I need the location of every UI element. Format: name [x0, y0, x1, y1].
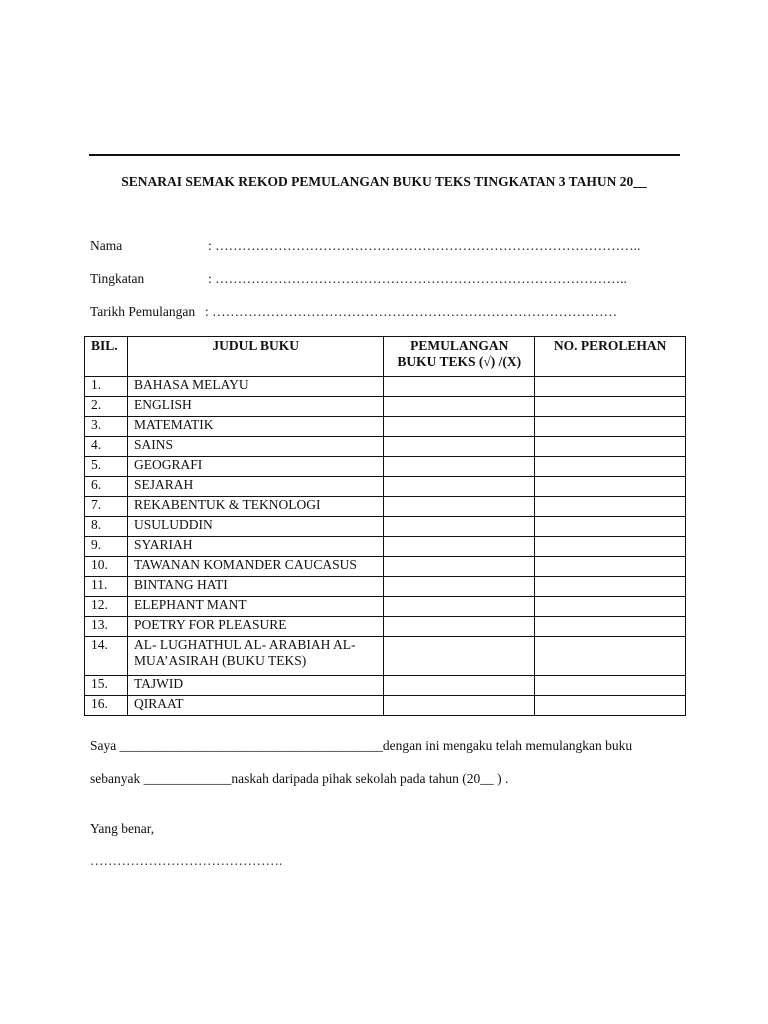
cell-pemulangan[interactable]: [384, 477, 535, 497]
table-row: [85, 497, 686, 517]
declaration-line-1: Saya _______________________________________dengan ini mengaku telah memulangkan buku: [90, 738, 633, 753]
cell-perolehan[interactable]: [535, 597, 686, 617]
field-tingkatan: [90, 271, 627, 287]
cell-perolehan[interactable]: [535, 696, 686, 716]
cell-perolehan[interactable]: [535, 417, 686, 437]
cell-perolehan[interactable]: [535, 537, 686, 557]
table-row: [85, 617, 686, 637]
cell-pemulangan[interactable]: [384, 497, 535, 517]
table-row: [85, 517, 686, 537]
cell-pemulangan[interactable]: [384, 377, 535, 397]
cell-bil: 13.: [85, 617, 128, 637]
header-judul-buku: JUDUL BUKU: [127, 337, 383, 377]
cell-judul: BINTANG HATI: [127, 577, 383, 597]
cell-bil: 3.: [85, 417, 128, 437]
cell-perolehan[interactable]: [535, 557, 686, 577]
cell-perolehan[interactable]: [535, 437, 686, 457]
cell-perolehan[interactable]: [535, 457, 686, 477]
cell-pemulangan[interactable]: [384, 676, 535, 696]
cell-bil: 5.: [85, 457, 128, 477]
table-row: [85, 557, 686, 577]
cell-bil: 10.: [85, 557, 128, 577]
cell-pemulangan[interactable]: [384, 417, 535, 437]
field-label: Nama: [90, 238, 123, 253]
table-row: [85, 577, 686, 597]
header-bil: BIL.: [85, 337, 128, 377]
field-tarikh-pemulangan: [90, 304, 617, 320]
cell-bil: 15.: [85, 676, 128, 696]
cell-bil: 2.: [85, 397, 128, 417]
cell-bil: 9.: [85, 537, 128, 557]
field-label: Tingkatan: [90, 271, 145, 286]
cell-perolehan[interactable]: [535, 477, 686, 497]
fill-line: : …………………………………………………………………………………..: [208, 238, 641, 253]
cell-perolehan[interactable]: [535, 637, 686, 676]
table-row: [85, 637, 686, 676]
table-row: [85, 457, 686, 477]
cell-perolehan[interactable]: [535, 517, 686, 537]
cell-judul: SAINS: [127, 437, 383, 457]
cell-bil: 1.: [85, 377, 128, 397]
cell-pemulangan[interactable]: [384, 437, 535, 457]
cell-pemulangan[interactable]: [384, 597, 535, 617]
cell-bil: 6.: [85, 477, 128, 497]
cell-judul: POETRY FOR PLEASURE: [127, 617, 383, 637]
book-return-table: [84, 336, 686, 716]
cell-pemulangan[interactable]: [384, 537, 535, 557]
cell-judul: TAWANAN KOMANDER CAUCASUS: [127, 557, 383, 577]
cell-judul: TAJWID: [127, 676, 383, 696]
signature-line: …………………………………….: [90, 853, 283, 868]
cell-pemulangan[interactable]: [384, 696, 535, 716]
cell-bil: 7.: [85, 497, 128, 517]
cell-judul: BAHASA MELAYU: [127, 377, 383, 397]
table-header-row: [85, 337, 686, 377]
cell-bil: 8.: [85, 517, 128, 537]
cell-bil: 14.: [85, 637, 128, 676]
cell-judul: REKABENTUK & TEKNOLOGI: [127, 497, 383, 517]
table-row: [85, 597, 686, 617]
cell-perolehan[interactable]: [535, 397, 686, 417]
cell-perolehan[interactable]: [535, 676, 686, 696]
cell-pemulangan[interactable]: [384, 457, 535, 477]
fill-line: : ………………………………………………………………………………..: [208, 271, 627, 286]
cell-bil: 4.: [85, 437, 128, 457]
cell-judul: USULUDDIN: [127, 517, 383, 537]
cell-judul: ELEPHANT MANT: [127, 597, 383, 617]
header-pemulangan: PEMULANGAN BUKU TEKS (√) /(X): [384, 337, 535, 377]
cell-perolehan[interactable]: [535, 497, 686, 517]
field-label: Tarikh Pemulangan: [90, 304, 196, 319]
fill-line: : ………………………………………………………………………………: [205, 304, 618, 319]
cell-bil: 12.: [85, 597, 128, 617]
table-row: [85, 437, 686, 457]
declaration-line-2: sebanyak _____________naskah daripada pihak sekolah pada tahun (20__ ) .: [90, 771, 509, 786]
top-divider: [89, 154, 680, 156]
table-row: [85, 417, 686, 437]
table-row: [85, 676, 686, 696]
cell-pemulangan[interactable]: [384, 397, 535, 417]
cell-pemulangan[interactable]: [384, 557, 535, 577]
table-row: [85, 477, 686, 497]
header-no-perolehan: NO. PEROLEHAN: [535, 337, 686, 377]
cell-bil: 11.: [85, 577, 128, 597]
table-row: [85, 696, 686, 716]
cell-judul: GEOGRAFI: [127, 457, 383, 477]
cell-judul: MATEMATIK: [127, 417, 383, 437]
cell-pemulangan[interactable]: [384, 577, 535, 597]
cell-perolehan[interactable]: [535, 577, 686, 597]
cell-judul: AL- LUGHATHUL AL- ARABIAH AL-MUA’ASIRAH (BUKU TEKS): [127, 637, 383, 676]
cell-perolehan[interactable]: [535, 617, 686, 637]
field-nama: [90, 238, 640, 254]
cell-perolehan[interactable]: [535, 377, 686, 397]
cell-judul: SYARIAH: [127, 537, 383, 557]
cell-judul: SEJARAH: [127, 477, 383, 497]
table-row: [85, 537, 686, 557]
cell-bil: 16.: [85, 696, 128, 716]
cell-judul: ENGLISH: [127, 397, 383, 417]
table-row: [85, 377, 686, 397]
closing-text: Yang benar,: [90, 821, 155, 836]
cell-pemulangan[interactable]: [384, 517, 535, 537]
cell-pemulangan[interactable]: [384, 617, 535, 637]
table-row: [85, 397, 686, 417]
cell-judul: QIRAAT: [127, 696, 383, 716]
document-title: SENARAI SEMAK REKOD PEMULANGAN BUKU TEKS TINGKATAN 3 TAHUN 20__: [121, 174, 647, 189]
cell-pemulangan[interactable]: [384, 637, 535, 676]
